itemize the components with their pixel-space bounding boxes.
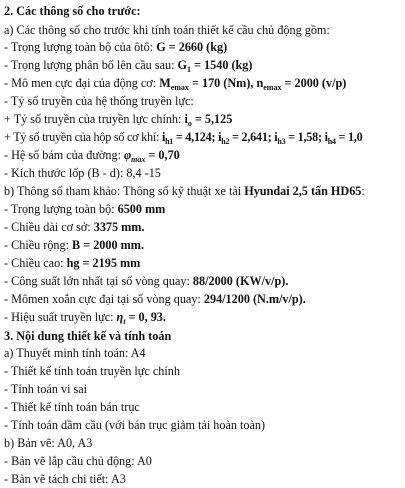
- section-3b-item: - Bản vẽ tách chi tiết: A3: [4, 472, 126, 486]
- section-2b-colon: :: [361, 184, 365, 198]
- torque-symbol: M: [159, 76, 171, 90]
- main-ratio-symbol: i: [184, 112, 188, 126]
- section-3a-label: a) Thuyết minh tính toán: A4: [4, 346, 146, 360]
- section-3a-item: - Thiết kế tính toán truyền lực chính: [4, 364, 180, 378]
- gear-ratio-symbol: i: [218, 130, 222, 144]
- efficiency-symbol: η: [116, 310, 124, 324]
- max-power-line: [4, 272, 403, 290]
- gear-ratio-symbol: i: [161, 130, 166, 144]
- height-line: [4, 254, 403, 272]
- total-weight-label: - Trọng lượng toàn bộ của ôtô:: [4, 40, 157, 54]
- reference-vehicle-name: Hyundai 2,5 tấn HD65: [244, 184, 362, 198]
- adhesion-line: [4, 146, 403, 164]
- speed-value: = 2000 (v/p): [281, 76, 347, 90]
- tire-size-line: - Kích thước lốp (B - d): 8,4 -15: [4, 166, 161, 180]
- rear-weight-label: - Trọng lượng phân bố lên cầu sau:: [4, 58, 178, 72]
- wheelbase-line: [4, 218, 403, 236]
- wheelbase-label: - Chiều dài cơ sở:: [4, 220, 94, 234]
- main-drive-ratio-line: [4, 110, 403, 128]
- section-2b-intro: b) Thông số tham khảo: Thông số kỹ thuật xe tải: [4, 184, 245, 198]
- rear-weight-subscript: 1: [187, 65, 191, 74]
- gear-ratio-subscript: h1: [165, 137, 174, 146]
- gear-ratio-subscript: h4: [327, 137, 336, 146]
- ref-weight-label: - Trọng lượng toàn bộ:: [4, 202, 118, 216]
- transmission-ratio-title: - Tỷ số truyền của hệ thống truyền lực:: [4, 94, 194, 108]
- max-torque-label: - Mômen xoắn cực đại tại số vòng quay:: [4, 292, 204, 306]
- main-ratio-subscript: o: [187, 119, 192, 128]
- rear-weight-line: [4, 56, 403, 74]
- max-torque-value: 294/1200 (N.m/v/p).: [203, 292, 306, 306]
- engine-torque-label: - Mô men cực đại của động cơ:: [4, 76, 160, 90]
- rear-weight-value: = 1540 (kg): [191, 58, 253, 72]
- torque-subscript: emax: [170, 83, 189, 92]
- efficiency-label: - Hiệu suất truyền lực:: [4, 310, 117, 324]
- height-value: hg = 2195 mm: [66, 256, 141, 270]
- engine-torque-line: [4, 74, 403, 92]
- wheelbase-value: 3375 mm.: [93, 220, 145, 234]
- gear-ratio-value: = 2,641;: [229, 130, 275, 144]
- section-3b-label: b) Bản vẽ: A0, A3: [4, 436, 93, 450]
- section-3-heading: 3. Nội dung thiết kế và tính toán: [4, 329, 172, 343]
- gearbox-ratio-line: [4, 128, 403, 146]
- max-power-label: - Công suất lớn nhất tại số vòng quay:: [4, 274, 193, 288]
- efficiency-line: [4, 308, 403, 326]
- gearbox-ratio-label: + Tỷ số truyền của hộp số cơ khí:: [4, 130, 162, 144]
- section-3a-item: - Tính toán vi sai: [4, 382, 88, 396]
- section-2b-intro-line: [4, 182, 403, 200]
- main-ratio-value: = 5,125: [191, 112, 233, 126]
- torque-value: = 170 (Nm),: [188, 76, 257, 90]
- gearbox-ratio-values: [162, 130, 363, 144]
- adhesion-symbol: φ: [124, 148, 132, 162]
- speed-subscript: emax: [263, 83, 282, 92]
- height-label: - Chiều cao:: [4, 256, 67, 270]
- gear-ratio-symbol: i: [274, 130, 278, 144]
- section-2-heading: 2. Các thông số cho trước:: [4, 4, 141, 18]
- total-weight-line: [4, 38, 403, 56]
- efficiency-subscript: t: [123, 317, 126, 326]
- rear-weight-symbol: G: [177, 58, 187, 72]
- max-power-value: 88/2000 (KW/v/p).: [192, 274, 289, 288]
- efficiency-value: = 0, 93.: [125, 310, 166, 324]
- gear-ratio-value: = 1,0: [335, 130, 363, 144]
- gear-ratio-value: = 1,58;: [285, 130, 325, 144]
- adhesion-label: - Hệ số bám của đường:: [4, 148, 125, 162]
- section-3b-item: - Bản vẽ lắp cầu chủ động: A0: [4, 454, 152, 468]
- ref-weight-line: [4, 200, 403, 218]
- section-3a-item: - Tính toán dầm cầu (với bán trục giảm tải hoàn toàn): [4, 418, 266, 432]
- adhesion-subscript: max: [131, 155, 146, 164]
- width-value: B = 2000 mm.: [72, 238, 144, 252]
- gear-ratio-subscript: h2: [221, 137, 230, 146]
- gear-ratio-subscript: h3: [277, 137, 286, 146]
- width-label: - Chiều rộng:: [4, 238, 73, 252]
- section-2a-intro: a) Các thông số cho trước khi tính toán thiết kế cầu chủ động gồm:: [4, 23, 330, 37]
- main-drive-ratio-label: + Tỷ số truyền của truyền lực chính:: [4, 112, 185, 126]
- section-3a-item: - Thiết kế tính toán bán trục: [4, 400, 140, 414]
- adhesion-value: = 0,70: [145, 148, 180, 162]
- gear-ratio-symbol: i: [324, 130, 328, 144]
- ref-weight-value: 6500 mm: [117, 202, 166, 216]
- gear-ratio-value: = 4,124;: [173, 130, 219, 144]
- width-line: [4, 236, 403, 254]
- total-weight-value: G = 2660 (kg): [156, 40, 228, 54]
- speed-symbol: n: [256, 76, 264, 90]
- max-torque-line: [4, 290, 403, 308]
